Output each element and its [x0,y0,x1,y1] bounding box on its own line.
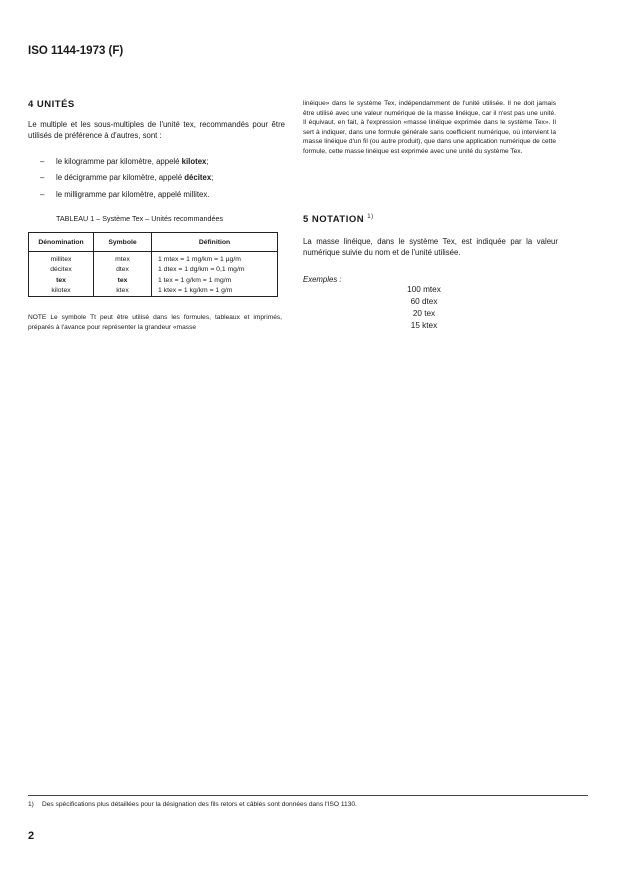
table-row [29,252,278,265]
bullet-millitex: – le milligramme par kilomètre, appelé millitex. [40,190,210,199]
table-cell: tex [94,275,152,286]
table-cell: décitex [29,265,94,276]
table-cell: dtex [94,265,152,276]
column-header: Définition [152,233,278,252]
bullet-decitex: – le décigramme par kilomètre, appelé décitex; [40,173,214,182]
tex-units-table [28,232,278,297]
table-header-row [29,233,278,252]
example-item: 100 mtex [407,285,441,294]
table-caption: TABLEAU 1 – Système Tex – Unités recommandées [56,214,224,223]
table-cell: ktex [94,286,152,297]
table-cell: 1 tex = 1 g/km = 1 mg/m [152,275,278,286]
examples-label: Exemples : [303,275,342,284]
table-cell: tex [29,275,94,286]
note-continuation: linéique» dans le système Tex, indépendamment de l'unité utilisée. Il ne doit jamais être utilisé avec une valeur numérique de la masse linéique, car il n'est pas une unité. Il équivaut, en fait, à l'expression «masse linéique exprimée dans le système Tex». Il sert à indiquer, dans une formule générale sans coefficient numérique, où intervient la masse linéique d'un fil (ou autre produit), que dans une application numérique de cette formule, cette masse linéique est exprimée avec une unité du système Tex. [303,100,556,155]
footnote: 1) Des spécifications plus détaillées pour la désignation des fils retors et câblés sont données dans l'ISO 1130. [28,801,357,808]
table-row [29,286,278,297]
section-5-text: La masse linéique, dans le système Tex, est indiquée par la valeur numérique suivie du nom et de l'unité utilisée. [303,237,558,257]
document-header: ISO 1144-1973 (F) [28,45,124,57]
section-4-intro: Le multiple et les sous-multiples de l'unité tex, recommandés pour être utilisés de préférence à d'autres, sont : [28,120,285,140]
table-cell: millitex [29,252,94,265]
table-row [29,275,278,286]
bullet-kilotex: – le kilogramme par kilomètre, appelé kilotex; [40,157,209,166]
footnote-divider [28,795,588,796]
page-number: 2 [28,830,35,842]
section-5-heading: 5 NOTATION $^{1)}$ [303,214,374,226]
example-item: 20 tex [412,309,436,318]
table-cell: 1 dtex = 1 dg/km = 0,1 mg/m [152,265,278,276]
table-cell: mtex [94,252,152,265]
table-note: NOTE Le symbole Tt peut être utilisé dans les formules, tableaux et imprimés, préparés à l'avance pour représenter la grandeur «masse [28,314,282,331]
example-item: 60 dtex [410,297,438,306]
table-cell: 1 ktex = 1 kg/km = 1 g/m [152,286,278,297]
table-cell: kilotex [29,286,94,297]
section-4-heading: 4 UNITÉS [28,99,75,110]
column-header: Symbole [94,233,152,252]
table-row [29,265,278,276]
column-header: Dénomination [29,233,94,252]
table-cell: 1 mtex = 1 mg/km = 1 µg/m [152,252,278,265]
example-item: 15 ktex [410,321,438,330]
footnote-mark: 1) [367,214,374,220]
